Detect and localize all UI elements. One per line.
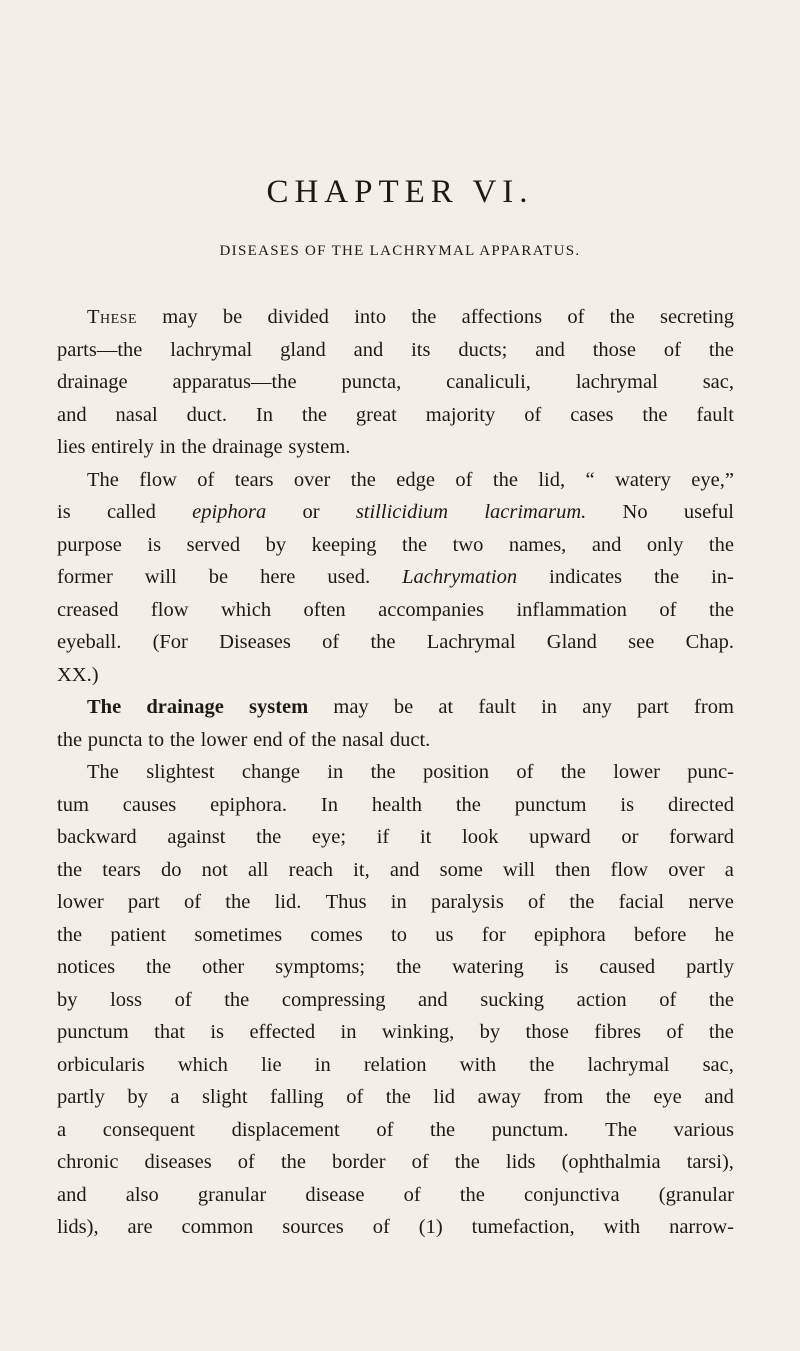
text-line: is called epiphora or stillicidium lacrimarum. No useful (57, 501, 734, 523)
text-line: partly by a slight falling of the lid away from the eye and (57, 1086, 734, 1108)
chapter-title: CHAPTER VI. (266, 174, 534, 210)
text-line: lids), are common sources of (1) tumefaction, with narrow- (57, 1216, 734, 1238)
text-line: lies entirely in the drainage system. (57, 436, 351, 458)
text-line: a consequent displacement of the punctum. The various (57, 1118, 734, 1141)
text-line: the tears do not all reach it, and some will then flow over a (57, 858, 734, 881)
text-line: and nasal duct. In the great majority of cases the fault (57, 403, 734, 426)
text-line: punctum that is effected in winking, by those fibres of the (57, 1021, 734, 1043)
text-line: the patient sometimes comes to us for epiphora before he (57, 923, 734, 946)
text-line: tum causes epiphora. In health the punctum is directed (57, 793, 734, 816)
text-line: the puncta to the lower end of the nasal duct. (57, 728, 431, 751)
text-line: These may be divided into the affections of the secreting (87, 306, 734, 328)
text-line: and also granular disease of the conjunctiva (granular (57, 1183, 734, 1206)
body-text (57, 301, 734, 1244)
text-line: The slightest change in the position of the lower punc- (87, 761, 734, 783)
text-line: orbicularis which lie in relation with the lachrymal sac, (57, 1053, 734, 1076)
text-line: notices the other symptoms; the watering is caused partly (57, 956, 734, 978)
text-line: purpose is served by keeping the two names, and only the (57, 533, 734, 556)
text-line: lower part of the lid. Thus in paralysis of the facial nerve (57, 891, 734, 913)
text-line: drainage apparatus—the puncta, canaliculi, lachrymal sac, (57, 371, 734, 393)
text-line: former will be here used. Lachrymation indicates the in- (57, 566, 734, 588)
text-line: XX.) (57, 663, 99, 686)
text-line: eyeball. (For Diseases of the Lachrymal Gland see Chap. (57, 631, 734, 653)
section-title: DISEASES OF THE LACHRYMAL APPARATUS. (219, 243, 581, 259)
text-line: The flow of tears over the edge of the lid, “ watery eye,” (87, 468, 734, 491)
text-line: chronic diseases of the border of the lids (ophthalmia tarsi), (57, 1151, 734, 1173)
text-line: creased flow which often accompanies inflammation of the (57, 598, 734, 621)
text-line: backward against the eye; if it look upward or forward (57, 826, 734, 848)
text-line: parts—the lachrymal gland and its ducts; and those of the (57, 338, 734, 361)
text-line: The drainage system may be at fault in any part from (87, 696, 734, 718)
text-line: by loss of the compressing and sucking action of the (57, 988, 734, 1011)
